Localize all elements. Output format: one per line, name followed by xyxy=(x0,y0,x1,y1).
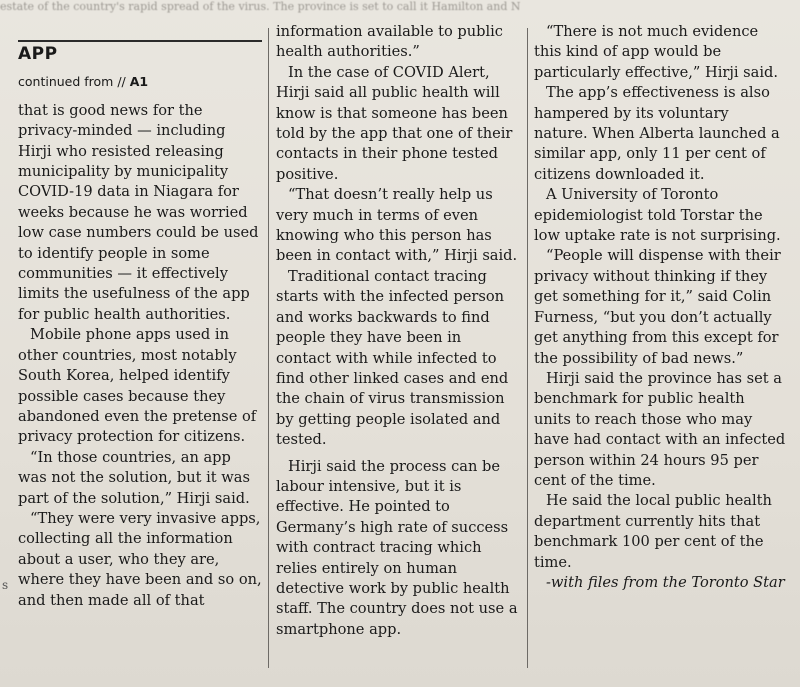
paragraph: Hirji said the province has set a benchmark for public health units to reach those who may have had contact with an infected person within 24 hours 95 per cent of the time. xyxy=(534,369,786,489)
column-3 xyxy=(534,22,786,593)
paragraph: “In those countries, an app was not the solution, but it was part of the solution,” Hirji said. xyxy=(18,448,250,507)
continued-label: continued from // xyxy=(18,74,126,90)
paragraph: A University of Toronto epidemiologist told Torstar the low uptake rate is not surprising. xyxy=(534,186,781,245)
continued-from xyxy=(18,72,262,92)
paragraph: He said the local public health department currently hits that benchmark 100 per cent of the time. xyxy=(534,492,772,571)
kicker: APP xyxy=(18,44,58,64)
bleed-through-text: estate of the country's rapid spread of the virus. The province is set to call it Hamilton and N xyxy=(0,0,521,13)
column-2 xyxy=(276,22,520,640)
paragraph: Hirji said the process can be labour intensive, but it is effective. He pointed to Germany’s high rate of success with contract tracing which relies entirely on human detective work by public health staff. The country does not use a smartphone app. xyxy=(276,457,518,638)
paragraph: “That doesn’t really help us very much in terms of even knowing who this person has been in contact with,” Hirji said. xyxy=(276,186,518,265)
byline: -with files from the Toronto Star xyxy=(546,573,785,591)
column-rule-2 xyxy=(527,28,528,668)
paragraph: Mobile phone apps used in other countries, most notably South Korea, helped identify possible cases because they abandoned even the pretense of privacy protection for citizens. xyxy=(18,326,257,446)
paragraph: “They were very invasive apps, collecting all the information about a user, who they are, where they have been and so on, and then made all of that xyxy=(18,509,262,609)
paragraph: “People will dispense with their privacy without thinking if they get something for it,” said Colin Furness, “but you don’t actually get anything from this except for the possibility of bad news.” xyxy=(534,247,781,367)
paragraph: Traditional contact tracing starts with the infected person and works backwards to find people they have been in contact with while infected to find other linked cases and end the chain of virus transmission by getting people isolated and tested. xyxy=(276,267,509,449)
continued-page: A1 xyxy=(129,74,149,90)
paragraph: information available to public health authorities.” xyxy=(276,23,503,61)
edge-mark: s xyxy=(2,578,9,592)
paragraph: “There is not much evidence this kind of app would be particularly effective,” Hirji said. xyxy=(534,23,779,81)
column-1 xyxy=(18,22,262,611)
paragraph: that is good news for the privacy-minded — including Hirji who resisted releasing municipality by municipality COVID-19 data in Niagara for weeks because he was worried low case numbers could be used to identify people in some communities — it effectively limits the usefulness of the app for public health authorities. xyxy=(18,101,259,323)
paragraph: The app’s effectiveness is also hampered by its voluntary nature. When Alberta launched a similar app, only 11 per cent of citizens downloaded it. xyxy=(534,84,780,183)
paragraph: In the case of COVID Alert, Hirji said all public health will know is that someone has been told by the app that one of their contacts in their phone tested positive. xyxy=(276,63,513,183)
column-rule-1 xyxy=(268,28,269,668)
